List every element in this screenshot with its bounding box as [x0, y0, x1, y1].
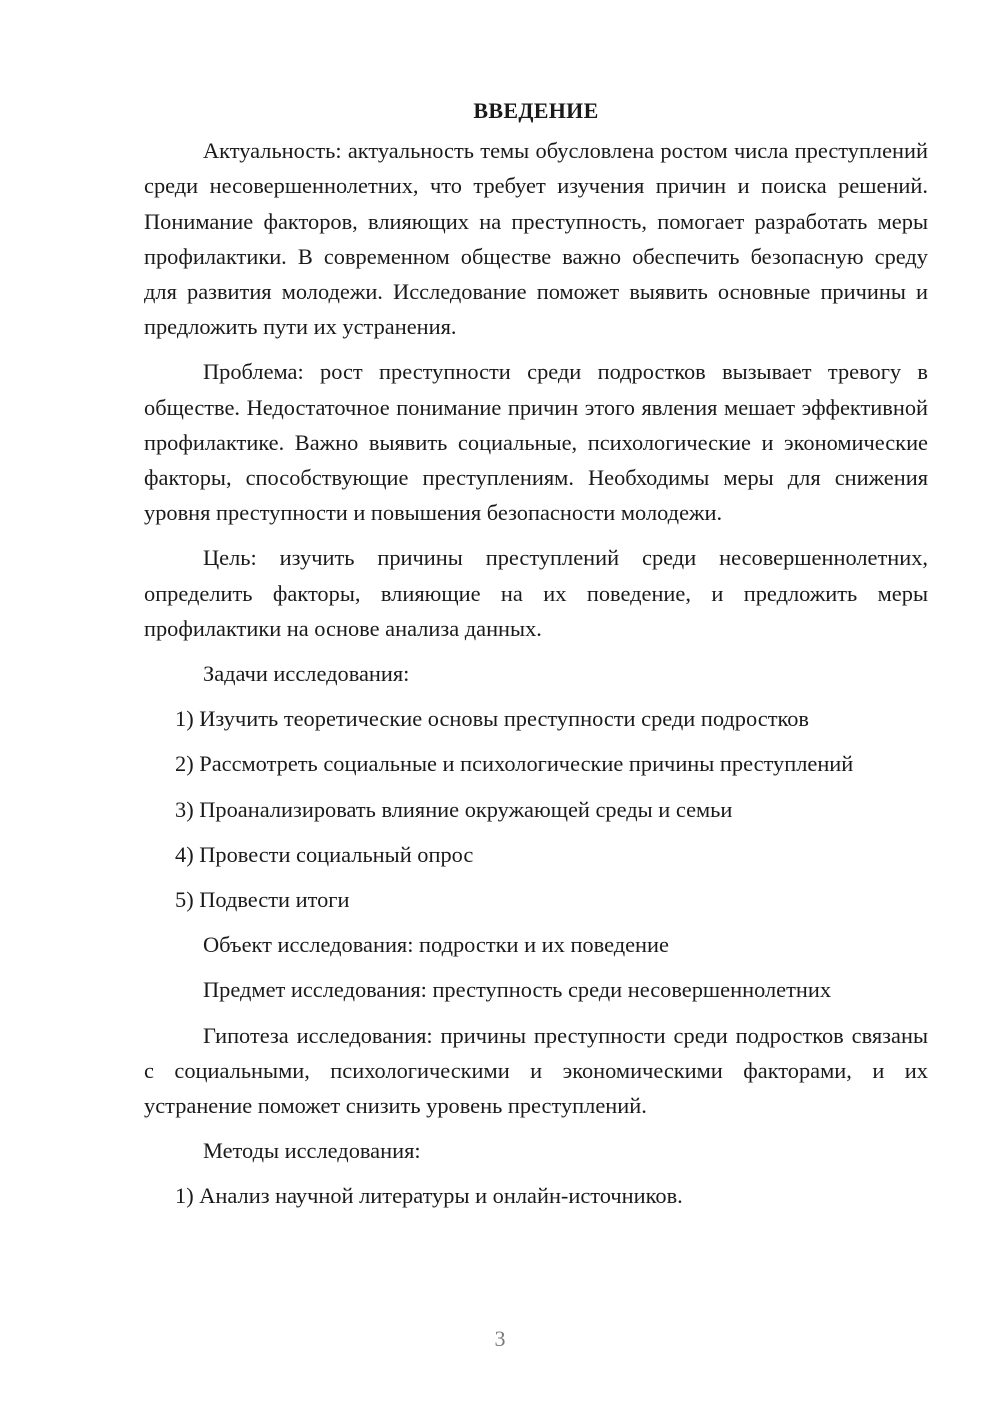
relevance-paragraph: Актуальность: актуальность темы обусловлена ростом числа преступлений среди несовершеннолетних, что требует изучения причин и поиска решений. Понимание факторов, влияющих на преступность, помогает разработать меры профилактики. В современном обществе важно обеспечить безопасную среду для развития молодежи. Исследование поможет выявить основные причины и предложить пути их устранения.: [144, 138, 928, 340]
list-item: 2) Рассмотреть социальные и психологические причины преступлений: [175, 751, 854, 777]
methods-list: [144, 1178, 928, 1213]
list-item: 3) Проанализировать влияние окружающей среды и семьи: [175, 796, 733, 822]
research-object: Объект исследования: подростки и их поведение: [203, 932, 669, 958]
list-item: 1) Изучить теоретические основы преступности среди подростков: [175, 706, 809, 732]
methods-heading: Методы исследования:: [203, 1138, 421, 1164]
tasks-list: [144, 701, 928, 917]
list-item: 1) Анализ научной литературы и онлайн-источников.: [175, 1183, 683, 1209]
goal-paragraph: Цель: изучить причины преступлений среди несовершеннолетних, определить факторы, влияющие на их поведение, и предложить меры профилактики на основе анализа данных.: [144, 545, 928, 641]
hypothesis-paragraph: Гипотеза исследования: причины преступности среди подростков связаны с социальными, психологическими и экономическими факторами, и их устранение поможет снизить уровень преступлений.: [144, 1022, 928, 1119]
list-item: 4) Провести социальный опрос: [175, 841, 474, 867]
list-item: 5) Подвести итоги: [175, 887, 350, 913]
problem-paragraph: Проблема: рост преступности среди подростков вызывает тревогу в обществе. Недостаточное понимание причин этого явления мешает эффективной профилактике. Важно выявить социальные, психологические и экономические факторы, способствующие преступлениям. Необходимы меры для снижения уровня преступности и повышения безопасности молодежи.: [144, 359, 928, 526]
research-subject: Предмет исследования: преступность среди несовершеннолетних: [203, 977, 832, 1003]
document-page: [144, 93, 928, 1224]
page-title: ВВЕДЕНИЕ: [473, 98, 599, 123]
page-number: 3: [494, 1326, 506, 1351]
tasks-heading: Задачи исследования:: [203, 661, 410, 687]
